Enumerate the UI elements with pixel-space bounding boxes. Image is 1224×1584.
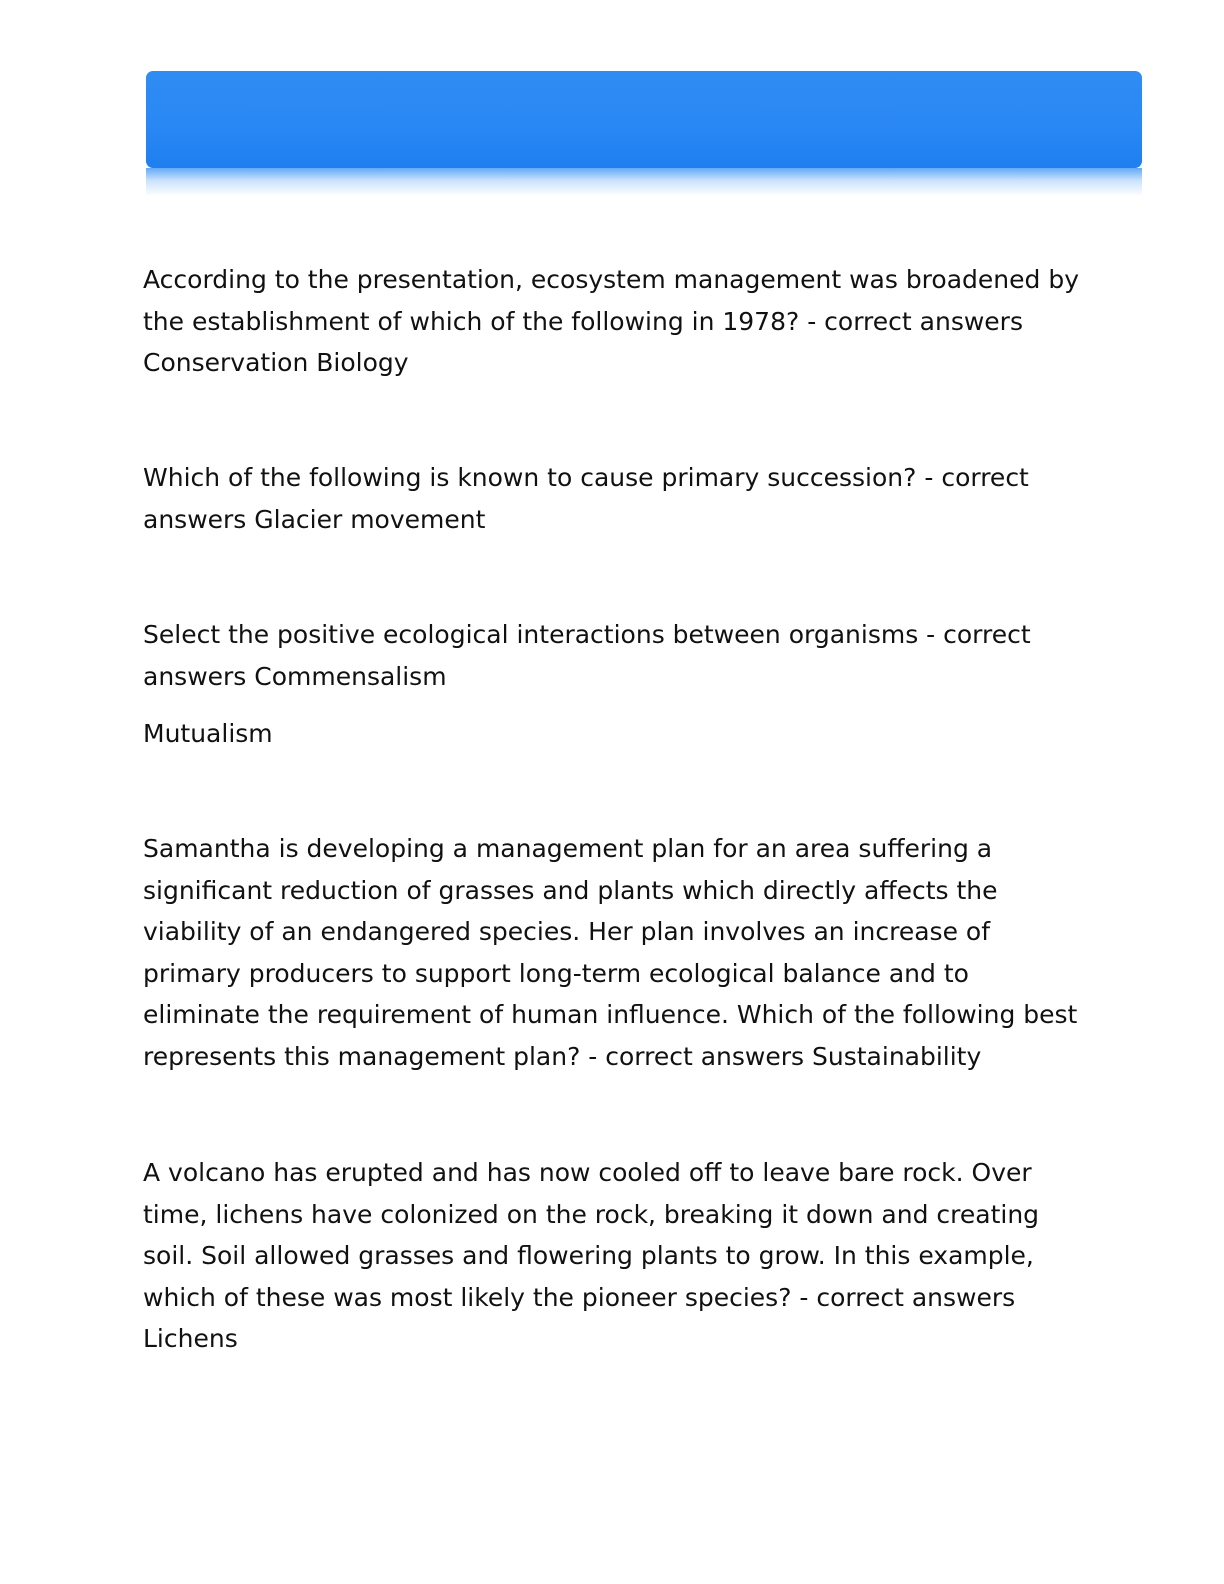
- qa-text: Select the positive ecological interactions between organisms - correct answers Commensalism: [143, 620, 1031, 691]
- qa-extra-answer: Mutualism: [143, 719, 273, 749]
- qa-item-2: [143, 457, 1083, 540]
- header-banner: [146, 71, 1142, 168]
- qa-item-5: [143, 1152, 1083, 1360]
- qa-text: A volcano has erupted and has now cooled off to leave bare rock. Over time, lichens have colonized on the rock, breaking it down and creating soil. Soil allowed grasses and flowering plants to grow. In this example, which of these was most likely the pioneer species? - correct answers Lichens: [143, 1158, 1040, 1354]
- qa-item-4: [143, 828, 1083, 1078]
- header-banner-reflection: [146, 168, 1142, 196]
- qa-item-3: [143, 614, 1083, 755]
- qa-text: According to the presentation, ecosystem management was broadened by the establishment of which of the following in 1978? - correct answers Conservation Biology: [143, 265, 1079, 378]
- qa-text: Which of the following is known to cause primary succession? - correct answers Glacier movement: [143, 463, 1029, 534]
- qa-text: Samantha is developing a management plan for an area suffering a significant reduction of grasses and plants which directly affects the viability of an endangered species. Her plan involves an increase of primary producers to support long-term ecological balance and to eliminate the requirement of human influence. Which of the following best represents this management plan? - correct answers Sustainability: [143, 834, 1078, 1071]
- qa-item-1: [143, 259, 1083, 384]
